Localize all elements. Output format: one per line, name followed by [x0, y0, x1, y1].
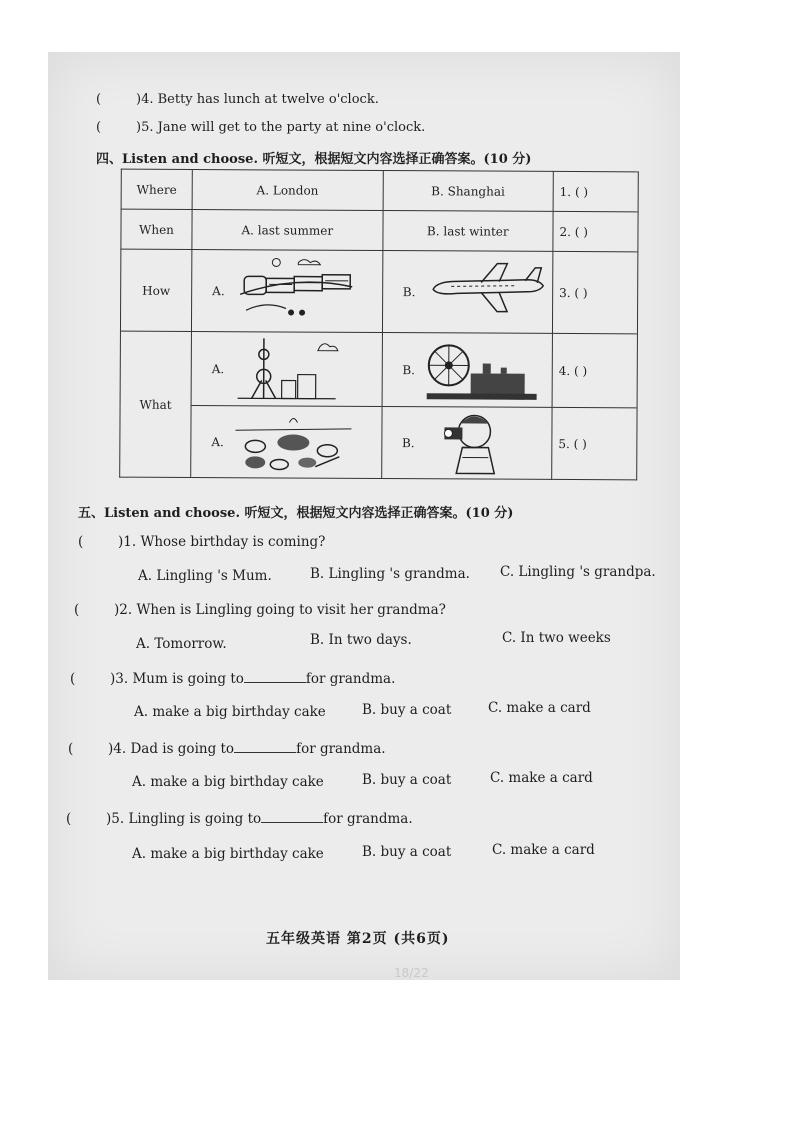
table-row-what-1: [120, 331, 637, 408]
fill-blank: [244, 670, 306, 683]
train-icon: [236, 254, 356, 325]
part3-question-5: ( )5. Jane will get to the party at nine o'clock.: [96, 120, 426, 135]
part5-question-1: ( )1. Whose birthday is coming?: [78, 534, 326, 550]
q5-option-b: B. buy a coat: [362, 844, 452, 860]
cell-what1-a: A.: [191, 332, 382, 407]
food-dishes-icon: [235, 410, 355, 475]
row-label-what: What: [120, 331, 192, 477]
q2-option-a: A. Tomorrow.: [136, 636, 227, 652]
answer-5: 5. ( ): [552, 407, 637, 479]
airplane-icon: [427, 255, 547, 326]
q2-option-b: B. In two days.: [310, 632, 412, 648]
q4-option-c: C. make a card: [490, 770, 593, 786]
part3-question-4: ( )4. Betty has lunch at twelve o'clock.: [96, 92, 379, 107]
cell-what1-b: B.: [382, 333, 553, 408]
cell-how-a: A.: [191, 250, 382, 333]
listening-choice-table: [119, 169, 639, 481]
q4-option-a: A. make a big birthday cake: [132, 774, 324, 790]
part5-question-2: ( )2. When is Lingling going to visit her grandma?: [74, 602, 446, 618]
q2-option-c: C. In two weeks: [502, 630, 611, 646]
answer-2: 2. ( ): [553, 211, 638, 251]
cell-where-b: B. Shanghai: [383, 171, 554, 212]
part5-question-5: ( )5. Lingling is going to for grandma.: [66, 811, 413, 827]
q1-option-b: B. Lingling 's grandma.: [310, 566, 470, 582]
scanned-exam-page: [48, 52, 680, 980]
cell-how-b: B.: [382, 251, 553, 334]
fill-blank: [234, 740, 296, 753]
cell-when-b: B. last winter: [383, 211, 554, 252]
page-footer: 五年级英语 第2页 (共6页): [266, 931, 450, 947]
cell-what2-b: B.: [381, 407, 552, 480]
child-camera-icon: [426, 411, 546, 476]
table-row-when: [121, 209, 638, 252]
part5-heading: 五、Listen and choose. 听短文，根据短文内容选择正确答案。(10 分): [78, 506, 514, 521]
row-label-when: When: [121, 209, 192, 249]
table-row-where: [121, 169, 638, 212]
cell-where-a: A. London: [192, 170, 383, 211]
table-row-how: [120, 249, 637, 334]
q3-option-a: A. make a big birthday cake: [134, 704, 326, 720]
q3-option-b: B. buy a coat: [362, 702, 452, 718]
q3-option-c: C. make a card: [488, 700, 591, 716]
part5-question-4: ( )4. Dad is going to for grandma.: [68, 741, 386, 757]
tv-tower-icon: [236, 336, 356, 403]
page-indicator: 18/22: [394, 966, 429, 980]
ferris-wheel-icon: [426, 337, 546, 404]
q1-option-a: A. Lingling 's Mum.: [138, 568, 272, 584]
answer-4: 4. ( ): [552, 333, 637, 407]
q5-option-a: A. make a big birthday cake: [132, 846, 324, 862]
q4-option-b: B. buy a coat: [362, 772, 452, 788]
table-row-what-2: [120, 405, 637, 480]
answer-1: 1. ( ): [553, 171, 638, 211]
cell-what2-a: A.: [191, 406, 382, 479]
answer-3: 3. ( ): [552, 251, 637, 333]
row-label-how: How: [120, 249, 191, 331]
cell-when-a: A. last summer: [192, 210, 383, 251]
fill-blank: [261, 810, 323, 823]
q5-option-c: C. make a card: [492, 842, 595, 858]
part4-heading: 四、Listen and choose. 听短文，根据短文内容选择正确答案。(10 分): [96, 152, 532, 167]
part5-question-3: ( )3. Mum is going to for grandma.: [70, 671, 396, 687]
row-label-where: Where: [121, 169, 192, 209]
q1-option-c: C. Lingling 's grandpa.: [500, 564, 656, 580]
